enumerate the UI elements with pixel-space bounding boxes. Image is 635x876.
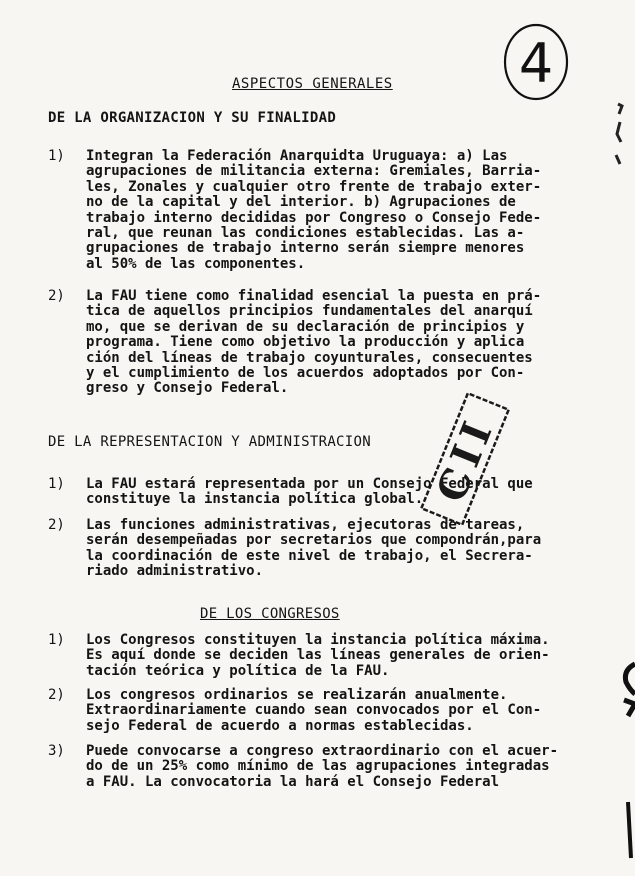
item-text: Las funciones administrativas, ejecutoras de tareas, serán desempeñadas por secretarios que compondrán,para la coordinación de este nivel de trabajo, el Secrera- riado administrativo.	[86, 517, 542, 580]
list-item	[48, 289, 593, 397]
list-item	[48, 744, 593, 790]
item-text: Integran la Federación Anarquidta Uruguaya: a) Las agrupaciones de militancia externa: Gremiales, Barria- les, Zonales y cualquier otro frente de trabajo exter- no de la capital y del interior. b) Agrupaciones de trabajo interno decididas por Congreso o Consejo Fede- ral, que reunan las condiciones establecidas. Las a- grupaciones de trabajo interno serán siempre menores al 50% de las componentes.	[86, 148, 542, 272]
item-number: 3)	[48, 743, 65, 759]
list-item	[48, 633, 593, 679]
item-number: 1)	[48, 148, 65, 164]
item-text: Los Congresos constituyen la instancia política máxima. Es aquí donde se deciden las líneas generales de orien- tación teórica y política de la FAU.	[86, 632, 550, 679]
margin-mark	[622, 800, 635, 860]
svg-text:CII: CII	[427, 409, 504, 509]
item-number: 2)	[48, 687, 65, 703]
item-number: 1)	[48, 632, 65, 648]
item-text: Los congresos ordinarios se realizarán anualmente. Extraordinariamente cuando sean convocados por el Con- sejo Federal de acuerdo a normas establecidas.	[86, 687, 542, 734]
page-number-text: 4	[518, 32, 554, 95]
handwritten-page-number	[500, 20, 570, 102]
item-number: 2)	[48, 288, 65, 304]
item-text: La FAU tiene como finalidad esencial la puesta en prá- tica de aquellos principios fundamentales del anarquí mo, que se derivan de su declaración de principios y programa. Tiene como objetivo la producción y aplica ción del líneas de trabajo coyunturales, consecuentes y el cumplimiento de los acuerdos adoptados por Con- greso y Consejo Federal.	[86, 288, 542, 397]
item-number: 1)	[48, 476, 65, 492]
archive-stamp	[415, 387, 515, 532]
margin-mark	[620, 660, 635, 720]
item-text: La FAU estará representada por un Consejo Federal que constituye la instancia política global.	[86, 476, 533, 508]
item-text: Puede convocarse a congreso extraordinario con el acuer- do de un 25% como mínimo de las agrupaciones integradas a FAU. La convocatoria la hará el Consejo Federal	[86, 743, 559, 790]
section-heading-organizacion: DE LA ORGANIZACION Y SU FINALIDAD	[48, 110, 337, 126]
page-title: ASPECTOS GENERALES	[232, 76, 393, 92]
item-number: 2)	[48, 517, 65, 533]
list-item	[48, 149, 593, 272]
list-item	[48, 688, 593, 734]
margin-mark	[604, 100, 632, 170]
section-heading-representacion: DE LA REPRESENTACION Y ADMINISTRACION	[48, 434, 371, 450]
section-heading-congresos: DE LOS CONGRESOS	[200, 606, 340, 622]
